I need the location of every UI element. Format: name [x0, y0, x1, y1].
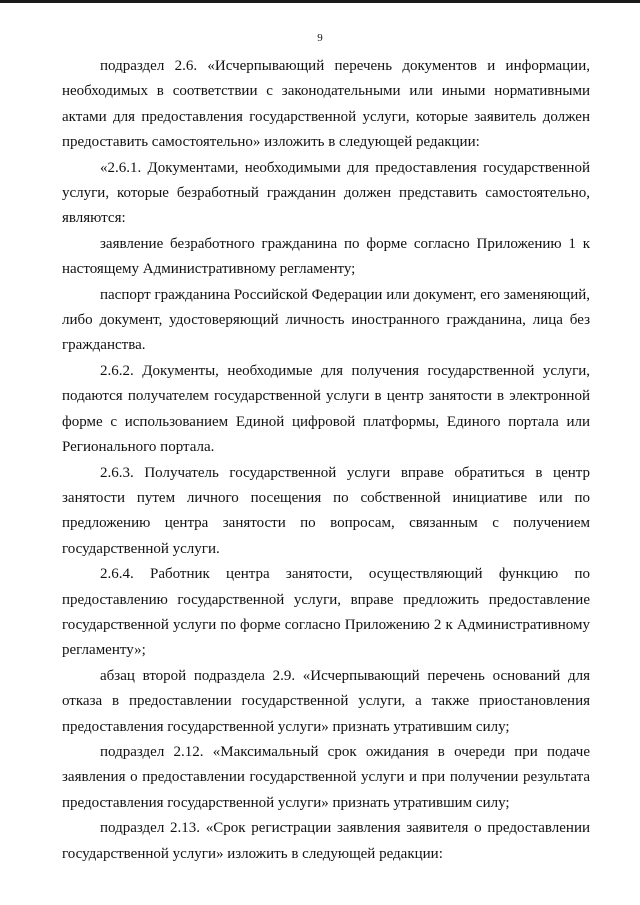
scan-top-edge: [0, 0, 640, 3]
paragraph-subsection-2-12: подраздел 2.12. «Максимальный срок ожидания в очереди при подаче заявления о предоставлении государственной услуги и при получении результата предоставления государственной услуги» признать утратившим силу;: [62, 743, 590, 811]
paragraph-subsection-2-6: подраздел 2.6. «Исчерпывающий перечень документов и информации, необходимых в соответствии с законодательными или иными нормативными актами для предоставления государственной услуги, которые заявитель должен предоставить самостоятельно» изложить в следующей редакции:: [62, 58, 590, 151]
paragraph-subsection-2-9: абзац второй подраздела 2.9. «Исчерпывающий перечень оснований для отказа в предоставлении государственной услуги, а также приостановления предоставления государственной услуги» признать утратившим силу;: [62, 667, 590, 735]
paragraph-subsection-2-13: подраздел 2.13. «Срок регистрации заявления заявителя о предоставлении государственной услуги» изложить в следующей редакции:: [62, 820, 590, 862]
paragraph-2-6-4: 2.6.4. Работник центра занятости, осуществляющий функцию по предоставлению государственной услуги, вправе предложить предоставление государственной услуги по форме согласно Приложению 2 к Административному регламенту»;: [62, 566, 590, 659]
paragraph-2-6-3: 2.6.3. Получатель государственной услуги вправе обратиться в центр занятости путем личного посещения по собственной инициативе или по предложению центра занятости по вопросам, связанным с получением государственной услуги.: [62, 464, 590, 557]
page-number: 9: [317, 32, 323, 44]
paragraph-2-6-1: «2.6.1. Документами, необходимыми для предоставления государственной услуги, которые безработный гражданин должен представить самостоятельно, являются:: [62, 159, 590, 227]
document-body: [62, 54, 590, 867]
paragraph-passport: паспорт гражданина Российской Федерации или документ, его заменяющий, либо документ, удостоверяющий личность иностранного гражданина, лица без гражданства.: [62, 286, 591, 354]
paragraph-application: заявление безработного гражданина по форме согласно Приложению 1 к настоящему Административному регламенту;: [62, 235, 590, 278]
paragraph-2-6-2: 2.6.2. Документы, необходимые для получения государственной услуги, подаются получателем государственной услуги в центр занятости в электронной форме с использованием Единой цифровой платформы, Единого портала или Регионального портала.: [62, 362, 590, 456]
